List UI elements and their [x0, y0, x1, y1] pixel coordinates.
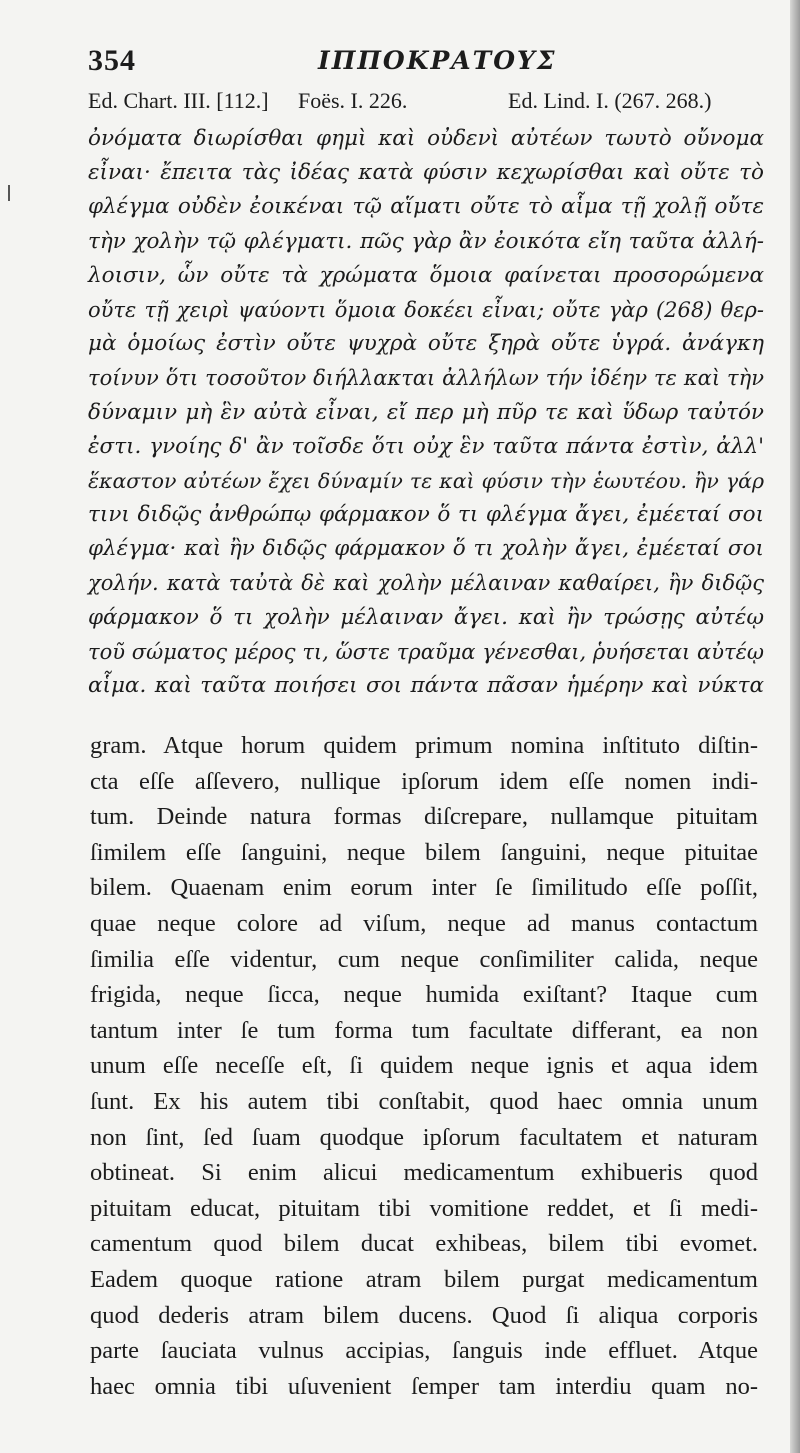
linden-edition-ref: Ed. Lind. I. (267. 268.): [508, 88, 712, 113]
latin-line: bilem. Quaenam enim eorum inter ſe ſimilitudo eſſe poſſit,: [90, 874, 758, 902]
greek-line: φλέγμα οὐδὲν ἐοικέναι τῷ αἵματι οὔτε τὸ αἷμα τῇ χολῇ οὔτε: [88, 194, 764, 220]
greek-line: ὀνόματα διωρίσθαι φημὶ καὶ οὐδενὶ αὐτέων τωυτὸ οὔνομα: [88, 126, 764, 151]
greek-line: τινι διδῷς ἀνθρώπῳ φάρμακον ὅ τι φλέγμα ἄγει, ἐμέεταί σοι: [88, 502, 764, 528]
greek-line: τὴν χολὴν τῷ φλέγματι. πῶς γὰρ ἂν ἐοικότα εἴη ταῦτα ἀλλή-: [88, 228, 764, 254]
greek-line: εἶναι· ἔπειτα τὰς ἰδέας κατὰ φύσιν κεχωρίσθαι καὶ οὔτε τὸ: [88, 160, 764, 186]
latin-line: parte ſauciata vulnus accipias, ſanguis inde effluet. Atque: [90, 1337, 758, 1365]
greek-line: χολήν. κατὰ ταὐτὰ δὲ καὶ χολὴν μέλαιναν καθαίρει, ἢν διδῷς: [88, 571, 764, 596]
greek-line: δύναμιν μὴ ἓν αὐτὰ εἶναι, εἴ περ μὴ πῦρ τε καὶ ὕδωρ ταὐτόν: [88, 399, 764, 425]
latin-line: tantum inter ſe tum forma tum facultate differant, ea non: [90, 1016, 758, 1044]
latin-line: tum. Deinde natura formas diſcrepare, nullamque pituitam: [90, 803, 758, 831]
latin-line: ſunt. Ex his autem tibi conſtabit, quod haec omnia unum: [90, 1087, 758, 1115]
latin-line: cta eſſe aſſevero, nullique ipſorum idem eſſe nomen indi-: [90, 767, 758, 795]
page-edge-shadow: [790, 0, 800, 1453]
latin-line: non ſint, ſed ſuam quodque ipſorum facultatem et naturam: [90, 1123, 758, 1151]
greek-line: τοίνυν ὅτι τοσοῦτον διήλλακται ἀλλήλων τήν ἰδέην τε καὶ τὴν: [88, 366, 764, 391]
running-title: ΙΠΠΟΚΡΑΤΟΥΣ: [318, 46, 557, 75]
latin-line: Eadem quoque ratione atram bilem purgat medicamentum: [90, 1265, 758, 1293]
greek-line: αἷμα. καὶ ταῦτα ποιήσει σοι πάντα πᾶσαν ἡμέρην καὶ νύκτα: [88, 673, 764, 698]
latin-line: pituitam educat, pituitam tibi vomitione reddet, et ſi medi-: [90, 1194, 758, 1222]
latin-line: quod dederis atram bilem ducens. Quod ſi aliqua corporis: [90, 1301, 758, 1329]
greek-line: τοῦ σώματος μέρος τι, ὥστε τραῦμα γένεσθαι, ῥυήσεται αὐτέῳ: [88, 639, 764, 664]
latin-text-block: [90, 728, 758, 1404]
greek-line: ἕκαστον αὐτέων ἔχει δύναμίν τε καὶ φύσιν τὴν ἑωυτέου. ἢν γάρ: [88, 468, 764, 493]
latin-line: ſimilia eſſe videntur, cum neque conſimiliter calida, neque: [90, 945, 758, 973]
latin-line: camentum quod bilem ducat exhibeas, bilem tibi evomet.: [90, 1230, 758, 1258]
greek-line: λοισιν, ὧν οὔτε τὰ χρώματα ὅμοια φαίνεται προσορώμενα: [88, 262, 764, 288]
greek-line: φλέγμα· καὶ ἢν διδῷς φάρμακον ὅ τι χολὴν ἄγει, ἐμέεταί σοι: [88, 536, 764, 562]
latin-line: frigida, neque ſicca, neque humida exiſtant? Itaque cum: [90, 981, 758, 1009]
greek-line: ἐστι. γνοίης δ' ἂν τοῖσδε ὅτι οὐχ ἓν ταῦτα πάντα ἐστὶν, ἀλλ': [88, 433, 764, 459]
greek-text-block: [88, 122, 764, 703]
latin-line: ſimilem eſſe ſanguini, neque bilem ſanguini, neque pituitae: [90, 838, 758, 866]
foesius-edition-ref: Foës. I. 226.: [298, 88, 408, 113]
greek-line: φάρμακον ὅ τι χολὴν μέλαιναν ἄγει. καὶ ἢν τρώσῃς αὐτέῳ: [88, 604, 764, 630]
greek-line: μὰ ὁμοίως ἐστὶν οὔτε ψυχρὰ οὔτε ξηρὰ οὔτε ὑγρά. ἀνάγκη: [88, 331, 764, 357]
latin-line: obtineat. Si enim alicui medicamentum exhibueris quod: [90, 1159, 758, 1187]
running-head: [88, 44, 778, 84]
margin-mark: [8, 185, 10, 201]
latin-line: unum eſſe neceſſe eſt, ſi quidem neque ignis et aqua idem: [90, 1052, 758, 1080]
latin-line: quae neque colore ad viſum, neque ad manus contactum: [90, 909, 758, 937]
latin-line: gram. Atque horum quidem primum nomina inſtituto diſtin-: [90, 732, 758, 759]
chartier-edition-ref: Ed. Chart. III. [112.]: [88, 88, 269, 113]
page-number: 354: [88, 44, 136, 77]
latin-line: haec omnia tibi uſuvenient ſemper tam interdiu quam no-: [90, 1372, 758, 1400]
greek-line: οὔτε τῇ χειρὶ ψαύοντι ὅμοια δοκέει εἶναι; οὔτε γὰρ (268) θερ-: [88, 297, 764, 322]
